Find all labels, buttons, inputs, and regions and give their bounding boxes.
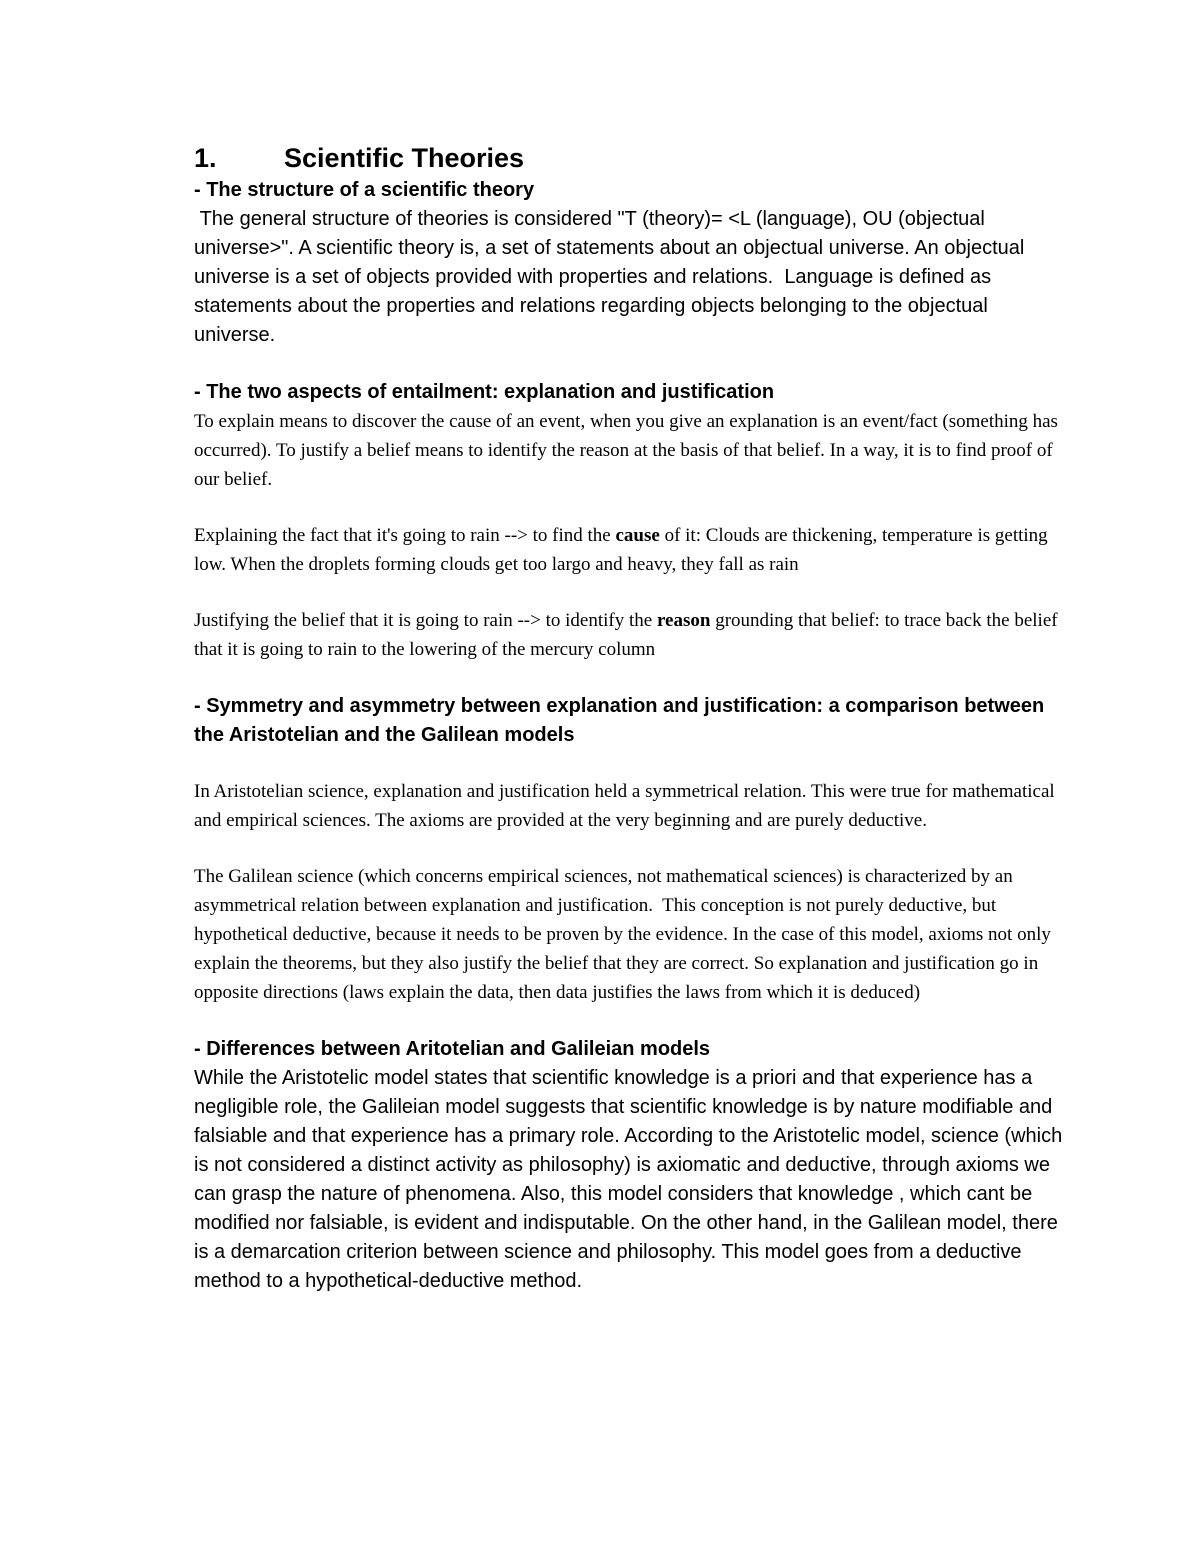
title-text: Scientific Theories: [284, 143, 525, 173]
paragraph: [194, 606, 1064, 664]
paragraph: In Aristotelian science, explanation and justification held a symmetrical relation. This were true for mathematical and empirical sciences. The axioms are provided at the very beginning and are purely deductive.: [194, 781, 1055, 831]
paragraph: While the Aristotelic model states that scientific knowledge is a priori and that experience has a negligible role, the Galileian model suggests that scientific knowledge is by nature modifiable and falsiable and that experience has a primary role. According to the Aristotelic model, science (which is not considered a distinct activity as philosophy) is axiomatic and deductive, through axioms we can grasp the nature of phenomena. Also, this model considers that knowledge , which cant be modified nor falsiable, is evident and indisputable. On the other hand, in the Galilean model, there is a demarcation criterion between science and philosophy. This model goes from a deductive method to a hypothetical-deductive method.: [194, 1067, 1063, 1292]
bold-term: cause: [615, 525, 660, 546]
spacer: [194, 579, 1064, 606]
spacer: [194, 835, 1064, 862]
spacer: [194, 750, 1064, 777]
bold-term: reason: [656, 610, 711, 631]
text-run: of it: Clouds are thickening, temperature is getting low. When the droplets forming clouds get too largo and heavy, they fall as rain: [194, 525, 1048, 575]
section-heading: - Differences between Aritotelian and Galileian models: [194, 1038, 711, 1060]
spacer: [194, 664, 1064, 692]
text-run: grounding that belief: to trace back the belief that it is going to rain to the lowering of the mercury column: [194, 610, 1058, 660]
paragraph: The Galilean science (which concerns empirical sciences, not mathematical sciences) is characterized by an asymmetrical relation between explanation and justification. This conception is not purely deductive, but hypothetical deductive, because it needs to be proven by the evidence. In the case of this model, axioms not only explain the theorems, but they also justify the belief that they are correct. So explanation and justification go in opposite directions (laws explain the data, then data justifies the laws from which it is deduced): [194, 866, 1056, 1003]
section-heading: - The structure of a scientific theory: [194, 179, 535, 201]
section-heading: - Symmetry and asymmetry between explanation and justification: a comparison between the Aristotelian and the Galilean models: [194, 695, 1045, 746]
text-run: Justifying the belief that it is going to rain --> to identify the: [194, 610, 657, 631]
paragraph: [194, 521, 1064, 579]
spacer: [194, 350, 1064, 378]
document-page: [194, 140, 1064, 1296]
paragraph: To explain means to discover the cause of an event, when you give an explanation is an event/fact (something has occurred). To justify a belief means to identify the reason at the basis of that belief. In a way, it is to find proof of our belief.: [194, 411, 1058, 490]
section-structure-of-theory: [194, 176, 1064, 350]
section-heading: - The two aspects of entailment: explanation and justification: [194, 381, 775, 403]
section-differences: [194, 1035, 1064, 1296]
text-run: Explaining the fact that it's going to rain --> to find the: [194, 525, 616, 546]
spacer: [194, 1007, 1064, 1035]
section-entailment: [194, 378, 1064, 664]
spacer: [194, 494, 1064, 521]
paragraph: The general structure of theories is considered "T (theory)= <L (language), OU (objectual universe>". A scientific theory is, a set of statements about an objectual universe. An objectual universe is a set of objects provided with properties and relations. Language is defined as statements about the properties and relations regarding objects belonging to the objectual universe.: [194, 208, 1030, 346]
page-title: [194, 140, 1064, 176]
title-number: 1.: [194, 143, 217, 173]
section-symmetry-asymmetry: [194, 692, 1064, 1007]
